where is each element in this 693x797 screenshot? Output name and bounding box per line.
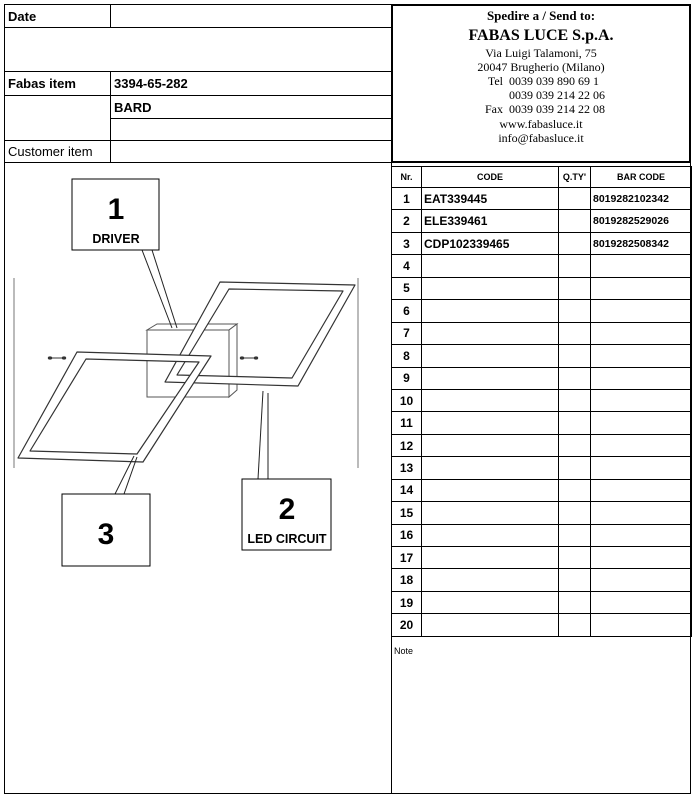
parts-table-row bbox=[392, 389, 692, 411]
telephone-line bbox=[393, 74, 689, 88]
row-number-cell: 9 bbox=[392, 367, 422, 389]
callout-led-circuit bbox=[242, 391, 331, 550]
parts-table-row bbox=[392, 502, 692, 524]
row-number-cell: 8 bbox=[392, 345, 422, 367]
part-code-cell bbox=[422, 434, 559, 456]
part-code-cell bbox=[422, 569, 559, 591]
bar-code-cell bbox=[591, 502, 692, 524]
fabas-item-code: 3394-65-282 bbox=[110, 71, 392, 96]
parts-table-header bbox=[392, 167, 692, 188]
row-number-cell: 13 bbox=[392, 457, 422, 479]
parts-table-row bbox=[392, 255, 692, 277]
quantity-cell bbox=[559, 188, 591, 210]
row-number-cell: 6 bbox=[392, 300, 422, 322]
callout-frame bbox=[62, 456, 150, 566]
quantity-cell bbox=[559, 569, 591, 591]
bar-code-cell: 8019282529026 bbox=[591, 210, 692, 232]
part-code-cell: ELE339461 bbox=[422, 210, 559, 232]
parts-table-row bbox=[392, 345, 692, 367]
bar-code-cell bbox=[591, 412, 692, 434]
parts-table-row bbox=[392, 188, 692, 210]
date-value-cell bbox=[110, 4, 392, 28]
quantity-cell bbox=[559, 389, 591, 411]
fax-line bbox=[393, 102, 689, 116]
bar-code-cell bbox=[591, 322, 692, 344]
bar-code-cell bbox=[591, 367, 692, 389]
date-label: Date bbox=[4, 4, 111, 28]
parts-table-row bbox=[392, 547, 692, 569]
bar-code-cell bbox=[591, 457, 692, 479]
part-code-cell bbox=[422, 389, 559, 411]
callout-leader-line bbox=[142, 250, 172, 328]
row-number-cell: 7 bbox=[392, 322, 422, 344]
bar-code-cell bbox=[591, 591, 692, 613]
row-number-cell: 19 bbox=[392, 591, 422, 613]
row-number-cell: 5 bbox=[392, 277, 422, 299]
part-code-cell bbox=[422, 547, 559, 569]
row-number-cell: 10 bbox=[392, 389, 422, 411]
bar-code-cell bbox=[591, 300, 692, 322]
customer-item-value-cell bbox=[110, 140, 392, 163]
phone-number: 0039 039 214 22 06 bbox=[509, 88, 605, 102]
parts-table-row bbox=[392, 569, 692, 591]
part-code-cell bbox=[422, 457, 559, 479]
quantity-cell bbox=[559, 547, 591, 569]
bar-code-cell bbox=[591, 255, 692, 277]
callout-leader-line bbox=[152, 250, 177, 328]
parts-table-row bbox=[392, 367, 692, 389]
bar-code-cell bbox=[591, 569, 692, 591]
lamp-parts-drawing bbox=[5, 163, 390, 792]
row-number-cell: 20 bbox=[392, 614, 422, 636]
fax-number: 0039 039 214 22 08 bbox=[509, 102, 605, 116]
screw-tip bbox=[62, 356, 66, 359]
quantity-cell bbox=[559, 524, 591, 546]
bar-code-cell bbox=[591, 345, 692, 367]
part-code-cell: EAT339445 bbox=[422, 188, 559, 210]
company-name: FABAS LUCE S.p.A. bbox=[468, 27, 614, 44]
bar-code-cell bbox=[591, 524, 692, 546]
fabas-item-label: Fabas item bbox=[4, 71, 111, 96]
email: info@fabasluce.it bbox=[498, 131, 584, 145]
bar-code-cell bbox=[591, 479, 692, 501]
callout-number: 1 bbox=[107, 193, 125, 226]
quantity-cell bbox=[559, 457, 591, 479]
quantity-cell bbox=[559, 300, 591, 322]
part-code-cell bbox=[422, 300, 559, 322]
quantity-cell bbox=[559, 502, 591, 524]
parts-table-row bbox=[392, 479, 692, 501]
telephone-line-2 bbox=[393, 88, 689, 102]
item-label-blank-cell bbox=[4, 95, 111, 141]
row-number-cell: 2 bbox=[392, 210, 422, 232]
quantity-cell bbox=[559, 210, 591, 232]
item-extra-cell bbox=[110, 118, 392, 141]
item-name: BARD bbox=[110, 95, 392, 119]
bar-code-cell: 8019282102342 bbox=[591, 188, 692, 210]
quantity-cell bbox=[559, 232, 591, 254]
callout-number: 3 bbox=[97, 518, 115, 551]
callout-label: DRIVER bbox=[92, 232, 140, 246]
parts-table-row bbox=[392, 300, 692, 322]
screw-tip bbox=[254, 356, 258, 359]
quantity-cell bbox=[559, 591, 591, 613]
bar-code-cell bbox=[591, 389, 692, 411]
bar-code-cell: 8019282508342 bbox=[591, 232, 692, 254]
phone-label bbox=[393, 88, 503, 102]
send-to-address-box bbox=[391, 4, 691, 163]
part-code-cell bbox=[422, 345, 559, 367]
parts-table-row bbox=[392, 614, 692, 636]
phone-label: Tel bbox=[487, 74, 503, 88]
driver-housing-side bbox=[229, 324, 237, 397]
callout-number: 2 bbox=[278, 493, 296, 526]
driver-housing-top bbox=[147, 324, 237, 330]
parts-table-row bbox=[392, 434, 692, 456]
row-number-cell: 3 bbox=[392, 232, 422, 254]
header-nr: Nr. bbox=[392, 167, 422, 188]
screw-right bbox=[240, 356, 258, 359]
row-number-cell: 18 bbox=[392, 569, 422, 591]
screw-head bbox=[48, 356, 52, 359]
part-code-cell bbox=[422, 322, 559, 344]
parts-table bbox=[391, 166, 692, 637]
part-code-cell bbox=[422, 591, 559, 613]
quantity-cell bbox=[559, 412, 591, 434]
parts-table-row bbox=[392, 277, 692, 299]
quantity-cell bbox=[559, 255, 591, 277]
address-street: Via Luigi Talamoni, 75 bbox=[485, 46, 597, 60]
screw-head bbox=[240, 356, 244, 359]
header-qty: Q.TY' bbox=[559, 167, 591, 188]
customer-item-label: Customer item bbox=[4, 140, 111, 163]
part-code-cell bbox=[422, 524, 559, 546]
parts-table-row bbox=[392, 591, 692, 613]
row-number-cell: 4 bbox=[392, 255, 422, 277]
row-number-cell: 11 bbox=[392, 412, 422, 434]
parts-table-row bbox=[392, 524, 692, 546]
part-code-cell bbox=[422, 412, 559, 434]
phone-number: 0039 039 890 69 1 bbox=[509, 74, 599, 88]
part-code-cell bbox=[422, 367, 559, 389]
header-bar-code: BAR CODE bbox=[591, 167, 692, 188]
send-to-heading: Spedire a / Send to: bbox=[486, 8, 596, 23]
parts-table-row bbox=[392, 232, 692, 254]
quantity-cell bbox=[559, 277, 591, 299]
part-code-cell bbox=[422, 255, 559, 277]
quantity-cell bbox=[559, 345, 591, 367]
part-code-cell bbox=[422, 502, 559, 524]
address-city: 20047 Brugherio (Milano) bbox=[477, 60, 605, 74]
row-number-cell: 1 bbox=[392, 188, 422, 210]
callout-label: LED CIRCUIT bbox=[247, 532, 327, 546]
parts-table-row bbox=[392, 457, 692, 479]
header-code: CODE bbox=[422, 167, 559, 188]
screw-left bbox=[48, 356, 66, 359]
row-number-cell: 14 bbox=[392, 479, 422, 501]
bar-code-cell bbox=[591, 614, 692, 636]
row-number-cell: 17 bbox=[392, 547, 422, 569]
quantity-cell bbox=[559, 614, 591, 636]
quantity-cell bbox=[559, 434, 591, 456]
parts-table-row bbox=[392, 210, 692, 232]
parts-table-row bbox=[392, 322, 692, 344]
parts-table-row bbox=[392, 412, 692, 434]
website: www.fabasluce.it bbox=[499, 117, 583, 131]
row-number-cell: 16 bbox=[392, 524, 422, 546]
parts-table-body bbox=[392, 188, 692, 637]
blank-form-row bbox=[4, 27, 392, 72]
fax-label: Fax bbox=[485, 102, 503, 116]
callout-driver bbox=[72, 179, 177, 328]
note-label: Note bbox=[394, 646, 414, 656]
bar-code-cell bbox=[591, 547, 692, 569]
bar-code-cell bbox=[591, 277, 692, 299]
row-number-cell: 12 bbox=[392, 434, 422, 456]
quantity-cell bbox=[559, 322, 591, 344]
part-code-cell bbox=[422, 479, 559, 501]
part-code-cell bbox=[422, 614, 559, 636]
bar-code-cell bbox=[591, 434, 692, 456]
quantity-cell bbox=[559, 479, 591, 501]
part-code-cell bbox=[422, 277, 559, 299]
quantity-cell bbox=[559, 367, 591, 389]
part-code-cell: CDP102339465 bbox=[422, 232, 559, 254]
row-number-cell: 15 bbox=[392, 502, 422, 524]
callout-leader-line bbox=[258, 391, 263, 479]
